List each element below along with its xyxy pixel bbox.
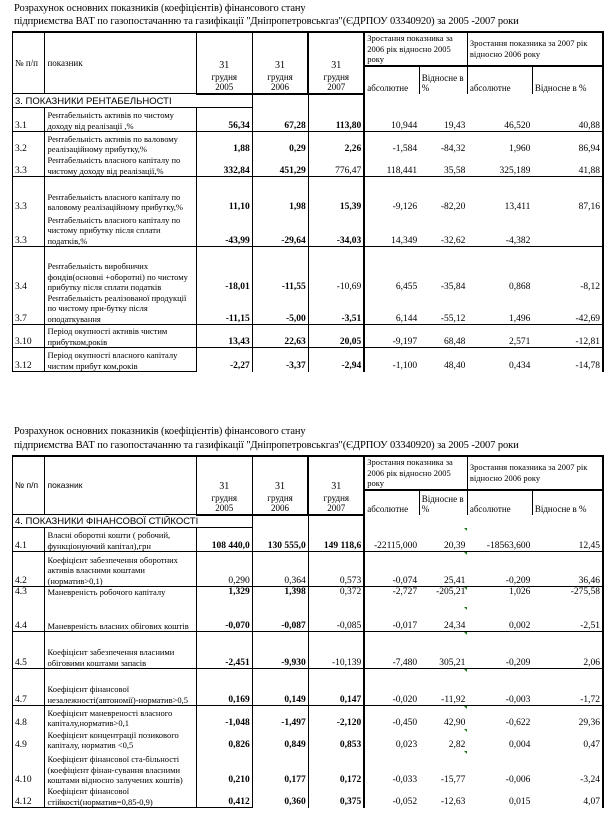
cell-2007: -2,120 [308, 706, 364, 729]
table-row [13, 213, 604, 247]
cell-abs-2007: 0,868 [508, 282, 531, 292]
cell-2007: 15,39 [308, 177, 364, 213]
cell-2005: -18,01 [196, 247, 252, 293]
header-month: грудня [323, 71, 350, 82]
cell-rel-2006: -82,20 [440, 202, 466, 212]
cell-rel-2007: -3,24 [532, 751, 603, 786]
cell-2007: -0,085 [308, 607, 364, 632]
cell-2005: 0,210 [196, 751, 252, 786]
cell-abs-2007: 1,496 [467, 293, 532, 325]
header-year: 2006 [271, 503, 290, 513]
cell-2005: 1,88 [196, 132, 252, 155]
cell-rel-2006: 305,21 [419, 632, 467, 669]
cell-2007: -34,03 [308, 213, 364, 247]
cell-rel-2006: -84,32 [440, 144, 466, 154]
cell-abs-2006: -0,020 [364, 669, 419, 706]
cell-rel-2007: 0,47 [532, 729, 603, 751]
row-name: Рентабельність реалізованої продукції по чистому при-бутку після оподаткування [45, 293, 196, 325]
header-no: № п/п [13, 32, 45, 94]
row-no: 4.4 [13, 607, 45, 632]
row-no: 3.1 [13, 108, 45, 132]
header-2006 [252, 456, 308, 515]
cell-rel-2007: 2,06 [532, 632, 603, 669]
cell-rel-2007: -12,81 [532, 325, 603, 348]
cell-2005: -2,451 [196, 632, 252, 669]
cell-abs-2006: 10,944 [364, 108, 419, 132]
cell-abs-2006: -7,480 [364, 632, 419, 669]
header-year: 2007 [327, 503, 346, 513]
row-no: 4.3 [13, 587, 45, 607]
cell-abs-2007: 0,434 [508, 361, 531, 371]
cell-2007: 0,172 [308, 751, 364, 786]
row-name: Рентабельність власного капіталу по чистому доходу від реалізації,% [45, 155, 196, 177]
cell-abs-2007: 13,411 [504, 202, 531, 212]
table2-financial-stability [12, 455, 604, 808]
cell-rel-2006: -11,92 [419, 669, 467, 706]
cell-2006: -0,087 [252, 607, 308, 632]
cell-abs-2006: 6,455 [395, 282, 418, 292]
cell-abs-2006: 14,349 [364, 213, 419, 247]
section-title: 4. ПОКАЗНИКИ ФІНАНСОВОЇ СТІЙКОСТІ [13, 515, 253, 528]
cell-rel-2007: -42,69 [532, 293, 603, 325]
header-day: 31 [331, 481, 342, 492]
cell-abs-2006: 6,144 [364, 293, 419, 325]
cell-2005: 0,412 [196, 786, 252, 808]
table-row [13, 108, 604, 132]
table1-rentability [12, 31, 604, 372]
cell-abs-2007: -4,382 [467, 213, 532, 247]
cell-2007: 0,147 [308, 669, 364, 706]
cell-rel-2007: -8,12 [532, 247, 603, 293]
cell-rel-2007 [532, 213, 603, 247]
row-name: Коефіцієнт фінансової стійкості(норматив=0,85-0,9) [45, 786, 196, 808]
table2-title-line2: підприємства ВАТ по газопостачанню та газифікації "Дніпропетровськгаз"(ЄДРПОУ 03340920) за 2005 -2007 роки [14, 440, 519, 451]
row-name: Коефіцієнт фінансової незалежності(автономії)-норматив>0,5 [45, 669, 196, 706]
cell-2007: 0,375 [308, 786, 364, 808]
cell-2005: 11,10 [196, 177, 252, 213]
header-year: 2006 [271, 82, 290, 92]
row-no: 3.7 [13, 293, 45, 325]
cell-2006: 67,28 [252, 108, 308, 132]
cell-abs-2006: 0,023 [395, 740, 418, 750]
cell-abs-2006: -9,197 [364, 325, 419, 348]
cell-rel-2006: -55,12 [419, 293, 467, 325]
table-row [13, 528, 604, 552]
cell-2005: -2,27 [196, 348, 252, 372]
header-name: показник [45, 32, 196, 94]
header-month: грудня [267, 492, 293, 503]
table-row [13, 607, 604, 632]
row-name: Коефіцієнт забезпечення власними обіговими коштами запасів [45, 632, 196, 669]
row-name: Рентабельність власного капіталу по валовому реалізаційному прибутку,% [45, 177, 196, 213]
header-rel-2007: Відносне в % [532, 66, 603, 94]
cell-2007: -10,69 [308, 247, 364, 293]
header-year: 2005 [215, 503, 234, 513]
header-name: показник [45, 456, 196, 515]
cell-abs-2007: -0,209 [467, 632, 532, 669]
table-row [13, 552, 604, 587]
table-row [13, 751, 604, 786]
cell-abs-2006: -1,584 [392, 144, 418, 154]
table-row [13, 293, 604, 325]
table2-title-line1: Розрахунок основних показників (коефіцієнтів) фінансового стану [14, 426, 306, 437]
cell-rel-2006: 68,48 [419, 325, 467, 348]
header-rel-2006: Відносне в % [419, 490, 467, 515]
row-no: 4.9 [13, 729, 45, 751]
cell-abs-2007: 1,960 [508, 144, 531, 154]
cell-2005: -1,048 [196, 706, 252, 729]
row-no: 4.1 [13, 528, 45, 552]
cell-abs-2006: -0,017 [364, 607, 419, 632]
cell-2005: 13,43 [196, 325, 252, 348]
cell-abs-2006: -2,727 [392, 587, 418, 597]
header-growth-2007: Зростання показника за 2007 рік відносно 2006 року [467, 32, 603, 66]
row-no: 4.7 [13, 669, 45, 706]
header-rel-2007: Відносне в % [532, 490, 603, 515]
table-row [13, 786, 604, 808]
cell-2006: -29,64 [252, 213, 308, 247]
cell-2005: 108 440,0 [196, 528, 252, 552]
cell-abs-2007: 2,571 [467, 325, 532, 348]
cell-2007: 113,80 [308, 108, 364, 132]
table1-title-line2: підприємства ВАТ по газопостачанню та газифікації "Дніпропетровськгаз"(ЄДРПОУ 03340920) за 2005 -2007 роки [14, 16, 519, 27]
row-no: 4.2 [13, 552, 45, 587]
table-row [13, 177, 604, 213]
cell-abs-2006: -22115,000 [364, 528, 419, 552]
row-no: 4.8 [13, 706, 45, 729]
cell-2006: -11,55 [252, 247, 308, 293]
row-name: Маневреність робочого капіталу [45, 587, 196, 607]
cell-abs-2006: -0,450 [392, 718, 418, 728]
cell-rel-2007: -275,58 [532, 587, 603, 607]
header-day: 31 [331, 60, 342, 71]
row-name: Період окупності активів чистим прибутком,років [45, 325, 196, 348]
cell-rel-2006: -32,62 [419, 213, 467, 247]
header-month: грудня [323, 492, 350, 503]
cell-rel-2007: 29,36 [532, 706, 603, 729]
cell-rel-2007: 40,88 [532, 108, 603, 132]
cell-2005: 1,329 [196, 587, 252, 607]
cell-abs-2006: -9,126 [392, 202, 418, 212]
row-name: Період окупності власного капіталу чистим прибут ком,років [45, 348, 196, 372]
table-row [13, 155, 604, 177]
cell-2007: 776,47 [308, 155, 364, 177]
header-day: 31 [275, 60, 286, 71]
header-day: 31 [219, 60, 230, 71]
header-year: 2005 [215, 82, 234, 92]
row-no: 3.3 [13, 177, 45, 213]
header-abs-2007: абсолютне [467, 66, 532, 94]
header-2005 [196, 32, 252, 94]
cell-abs-2007: -0,622 [505, 718, 531, 728]
cell-2006: 0,177 [252, 751, 308, 786]
row-no: 3.12 [13, 348, 45, 372]
row-no: 3.3 [13, 155, 45, 177]
cell-2006: 0,364 [252, 552, 308, 587]
row-no: 4.12 [13, 786, 45, 808]
table-row [13, 587, 604, 607]
header-growth-2007: Зростання показника за 2007 рік відносно 2006 року [467, 456, 603, 490]
table-row [13, 632, 604, 669]
cell-rel-2006: 25,41 [419, 552, 467, 587]
cell-abs-2006: -1,100 [392, 361, 418, 371]
row-name: Рентабельність активів по валовому реалізаційному прибутку,% [45, 132, 196, 155]
cell-rel-2006: 42,90 [419, 706, 467, 729]
row-name: Коефіцієнт фінансової ста-більності (коефіцієнт фінан-сування власними коштами відносно залучених коштів) [45, 751, 196, 786]
header-month: грудня [267, 71, 293, 82]
cell-2006: 1,398 [252, 587, 308, 607]
header-2007 [308, 32, 364, 94]
cell-rel-2007: -2,51 [532, 607, 603, 632]
cell-2006: 0,29 [252, 132, 308, 155]
cell-rel-2007: 36,46 [532, 552, 603, 587]
header-day: 31 [275, 481, 286, 492]
cell-abs-2006: -0,052 [392, 797, 418, 807]
table-row [13, 729, 604, 751]
cell-rel-2006: -12,63 [440, 797, 466, 807]
cell-rel-2007: 41,88 [532, 155, 603, 177]
row-name: Коефіцієнт маневреності власного капіталу,норматив>0,1 [45, 706, 196, 729]
table-row [13, 247, 604, 293]
row-name: Коефіцієнт забезпечення оборотних активів власними коштами (норматив>0,1) [45, 552, 196, 587]
row-no: 4.5 [13, 632, 45, 669]
row-no: 3.2 [13, 132, 45, 155]
row-name: Рентабельність виробничих фондів(основні +оборотні) по чистому прибутку після сплати податків [45, 247, 196, 293]
cell-abs-2006: -0,033 [392, 775, 418, 785]
cell-rel-2007: -14,78 [532, 348, 603, 372]
cell-abs-2007: 0,002 [467, 607, 532, 632]
cell-rel-2006: -15,77 [419, 751, 467, 786]
cell-rel-2007: 4,07 [532, 786, 603, 808]
row-name: Маневреність власних обігових коштів [45, 607, 196, 632]
cell-rel-2006: 20,39 [419, 528, 467, 552]
cell-rel-2007: 12,45 [532, 528, 603, 552]
cell-2007: -2,94 [308, 348, 364, 372]
cell-rel-2007: 86,94 [532, 132, 603, 155]
cell-2006: -1,497 [252, 706, 308, 729]
cell-2006: -3,37 [252, 348, 308, 372]
header-abs-2006: абсолютне [364, 66, 419, 94]
row-no: 4.10 [13, 751, 45, 786]
cell-abs-2007: -0,006 [505, 775, 531, 785]
cell-abs-2006: -0,074 [364, 552, 419, 587]
cell-2005: -43,99 [196, 213, 252, 247]
cell-2005: 0,290 [196, 552, 252, 587]
row-name: Власні оборотні кошти ( робочий, функціонуючий капітал),грн [45, 528, 196, 552]
header-rel-2006: Відносне в % [419, 66, 467, 94]
cell-rel-2006: -205,21 [419, 587, 467, 607]
cell-abs-2007: -0,209 [467, 552, 532, 587]
cell-2006: 0,849 [252, 729, 308, 751]
cell-2007: -3,51 [308, 293, 364, 325]
header-abs-2006: абсолютне [364, 490, 419, 515]
cell-2005: 332,84 [196, 155, 252, 177]
row-no: 3.3 [13, 213, 45, 247]
cell-2007: 20,05 [308, 325, 364, 348]
cell-rel-2006: -35,84 [440, 282, 466, 292]
header-month: грудня [211, 71, 238, 82]
cell-2007: 149 118,6 [308, 528, 364, 552]
header-day: 31 [219, 481, 230, 492]
cell-abs-2007: 0,004 [508, 740, 531, 750]
cell-2006: 451,29 [252, 155, 308, 177]
table-row [13, 348, 604, 372]
cell-2007: -10,139 [308, 632, 364, 669]
header-2005 [196, 456, 252, 515]
cell-rel-2006: 35,58 [419, 155, 467, 177]
cell-abs-2007: 1,026 [508, 587, 531, 597]
cell-abs-2007: -0,003 [467, 669, 532, 706]
cell-rel-2006: 2,82 [419, 729, 467, 751]
cell-abs-2006: 118,441 [364, 155, 419, 177]
cell-2007: 0,372 [308, 587, 364, 607]
row-no: 3.4 [13, 247, 45, 293]
cell-2005: 0,826 [196, 729, 252, 751]
cell-2007: 2,26 [308, 132, 364, 155]
header-2007 [308, 456, 364, 515]
cell-2006: 0,360 [252, 786, 308, 808]
header-month: грудня [211, 492, 238, 503]
cell-2006: -9,930 [252, 632, 308, 669]
cell-2005: -0,070 [196, 607, 252, 632]
header-growth-2006: Зростання показника за 2006 рік відносно 2005 року [364, 456, 467, 490]
table-row [13, 325, 604, 348]
cell-abs-2007: 325,189 [467, 155, 532, 177]
table-row [13, 706, 604, 729]
cell-abs-2007: -18563,600 [467, 528, 532, 552]
cell-2005: 56,34 [196, 108, 252, 132]
cell-abs-2007: 46,520 [467, 108, 532, 132]
header-no: № п/п [13, 456, 45, 515]
cell-2007: 0,853 [308, 729, 364, 751]
cell-2006: 130 555,0 [252, 528, 308, 552]
table-row [13, 132, 604, 155]
cell-rel-2006: 48,40 [443, 361, 466, 371]
cell-2006: -5,00 [252, 293, 308, 325]
cell-rel-2007: 87,16 [532, 177, 603, 213]
cell-rel-2006: 19,43 [419, 108, 467, 132]
header-2006 [252, 32, 308, 94]
header-abs-2007: абсолютне [467, 490, 532, 515]
row-name: Рентабельність власного капіталу по чистому прибутку після сплати податків,% [45, 213, 196, 247]
cell-2007: 0,573 [308, 552, 364, 587]
row-no: 3.10 [13, 325, 45, 348]
cell-abs-2007: 0,015 [508, 797, 531, 807]
section-title: 3. ПОКАЗНИКИ РЕНТАБЕЛЬНОСТІ [13, 94, 253, 108]
cell-2005: 0,169 [196, 669, 252, 706]
cell-2006: 22,63 [252, 325, 308, 348]
cell-2006: 0,149 [252, 669, 308, 706]
cell-2005: -11,15 [196, 293, 252, 325]
cell-rel-2007: -1,72 [532, 669, 603, 706]
table1-title-line1: Розрахунок основних показників (коефіцієнтів) фінансового стану [14, 3, 306, 14]
row-name: Рентабельність активів по чистому доходу від реалізації ,% [45, 108, 196, 132]
header-year: 2007 [327, 82, 346, 92]
cell-rel-2006: 24,34 [419, 607, 467, 632]
cell-2006: 1,98 [252, 177, 308, 213]
table-row [13, 669, 604, 706]
header-growth-2006: Зростання показника за 2006 рік відносно 2005 року [364, 32, 467, 66]
row-name: Коефіцієнт концентрації позикового капіталу, норматив <0,5 [45, 729, 196, 751]
